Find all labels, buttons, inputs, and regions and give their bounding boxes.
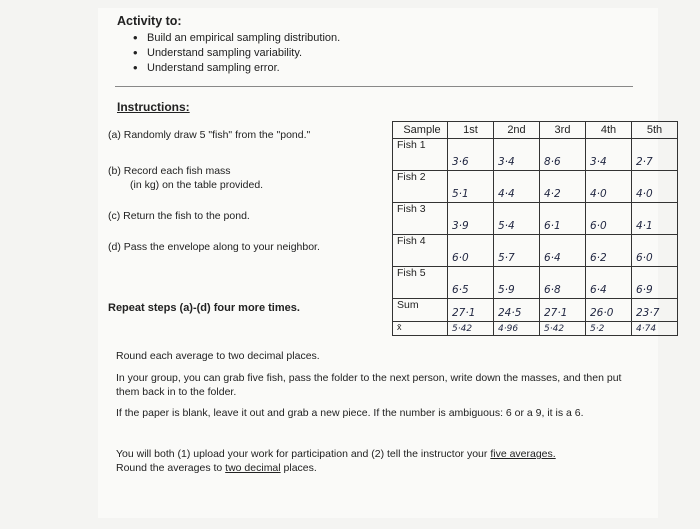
mass-cell: 4·1 xyxy=(632,203,678,235)
mass-cell: 3·9 xyxy=(448,203,494,235)
header-3rd: 3rd xyxy=(540,122,586,139)
mass-cell: 5·7 xyxy=(494,235,540,267)
row-label: Fish 2 xyxy=(393,171,448,203)
note-round: Round each average to two decimal places. xyxy=(116,350,320,362)
mass-cell: 3·4 xyxy=(494,139,540,171)
two-decimal-emphasis: two decimal xyxy=(225,462,281,474)
mass-cell: 6·0 xyxy=(632,235,678,267)
average-row xyxy=(393,322,678,336)
repeat-note: Repeat steps (a)-(d) four more times. xyxy=(108,302,300,314)
sum-cell: 27·1 xyxy=(448,299,494,322)
mass-cell: 6·1 xyxy=(540,203,586,235)
step-a: (a) Randomly draw 5 "fish" from the "pond." xyxy=(108,129,311,141)
sum-cell: 26·0 xyxy=(586,299,632,322)
activity-goals xyxy=(133,31,340,76)
sum-row xyxy=(393,299,678,322)
mass-cell: 3·6 xyxy=(448,139,494,171)
mass-cell: 2·7 xyxy=(632,139,678,171)
five-averages-emphasis: five averages. xyxy=(490,448,556,460)
mass-cell: 5·9 xyxy=(494,267,540,299)
mass-cell: 6·8 xyxy=(540,267,586,299)
mass-cell: 5·1 xyxy=(448,171,494,203)
instructions-heading: Instructions: xyxy=(117,100,190,114)
note-upload-text: You will both (1) upload your work for participation and (2) tell the instructor your xyxy=(116,448,491,460)
average-cell: 5·42 xyxy=(540,322,586,336)
header-5th: 5th xyxy=(632,122,678,139)
note-round2-end: places. xyxy=(280,462,317,474)
mass-cell: 6·0 xyxy=(586,203,632,235)
table-header-row xyxy=(393,122,678,139)
mass-cell: 3·4 xyxy=(586,139,632,171)
table-row xyxy=(393,235,678,267)
note-round2-text: Round the averages to xyxy=(116,462,226,474)
header-2nd: 2nd xyxy=(494,122,540,139)
step-b-cont: (in kg) on the table provided. xyxy=(130,179,264,191)
table-row xyxy=(393,139,678,171)
mass-cell: 6·4 xyxy=(540,235,586,267)
row-label: Fish 3 xyxy=(393,203,448,235)
row-label: Fish 5 xyxy=(393,267,448,299)
note-blank: If the paper is blank, leave it out and grab a new piece. If the number is ambiguous: 6 or a 9, it is a 6. xyxy=(116,407,584,419)
average-cell: 5·2 xyxy=(586,322,632,336)
table-row xyxy=(393,267,678,299)
mass-cell: 6·2 xyxy=(586,235,632,267)
average-cell: 4·96 xyxy=(494,322,540,336)
note-upload xyxy=(116,448,636,462)
goal-item: • Build an empirical sampling distribution. xyxy=(133,31,340,46)
mass-cell: 8·6 xyxy=(540,139,586,171)
note-group: In your group, you can grab five fish, pass the folder to the next person, write down the masses, and then put them back in to the folder. xyxy=(116,372,622,398)
mass-cell: 6·9 xyxy=(632,267,678,299)
header-1st: 1st xyxy=(448,122,494,139)
average-cell: 5·42 xyxy=(448,322,494,336)
mass-cell: 4·2 xyxy=(540,171,586,203)
fish-mass-table xyxy=(392,121,678,336)
header-4th: 4th xyxy=(586,122,632,139)
step-d: (d) Pass the envelope along to your neighbor. xyxy=(108,241,320,253)
row-label: Fish 4 xyxy=(393,235,448,267)
header-sample: Sample xyxy=(393,122,448,139)
goal-item: • Understand sampling error. xyxy=(133,61,340,76)
mass-cell: 4·4 xyxy=(494,171,540,203)
table-row xyxy=(393,171,678,203)
step-b: (b) Record each fish mass xyxy=(108,165,231,177)
average-label: x̄ xyxy=(393,322,448,336)
sum-cell: 23·7 xyxy=(632,299,678,322)
table-row xyxy=(393,203,678,235)
goal-item: • Understand sampling variability. xyxy=(133,46,340,61)
mass-cell: 6·5 xyxy=(448,267,494,299)
mass-cell: 5·4 xyxy=(494,203,540,235)
mass-cell: 4·0 xyxy=(586,171,632,203)
sum-cell: 27·1 xyxy=(540,299,586,322)
sum-label: Sum xyxy=(393,299,448,322)
section-divider xyxy=(115,86,633,87)
mass-cell: 6·4 xyxy=(586,267,632,299)
note-round-2 xyxy=(116,462,636,476)
average-cell: 4·74 xyxy=(632,322,678,336)
row-label: Fish 1 xyxy=(393,139,448,171)
step-c: (c) Return the fish to the pond. xyxy=(108,210,250,222)
mass-cell: 6·0 xyxy=(448,235,494,267)
mass-cell: 4·0 xyxy=(632,171,678,203)
sum-cell: 24·5 xyxy=(494,299,540,322)
activity-title: Activity to: xyxy=(117,14,182,28)
